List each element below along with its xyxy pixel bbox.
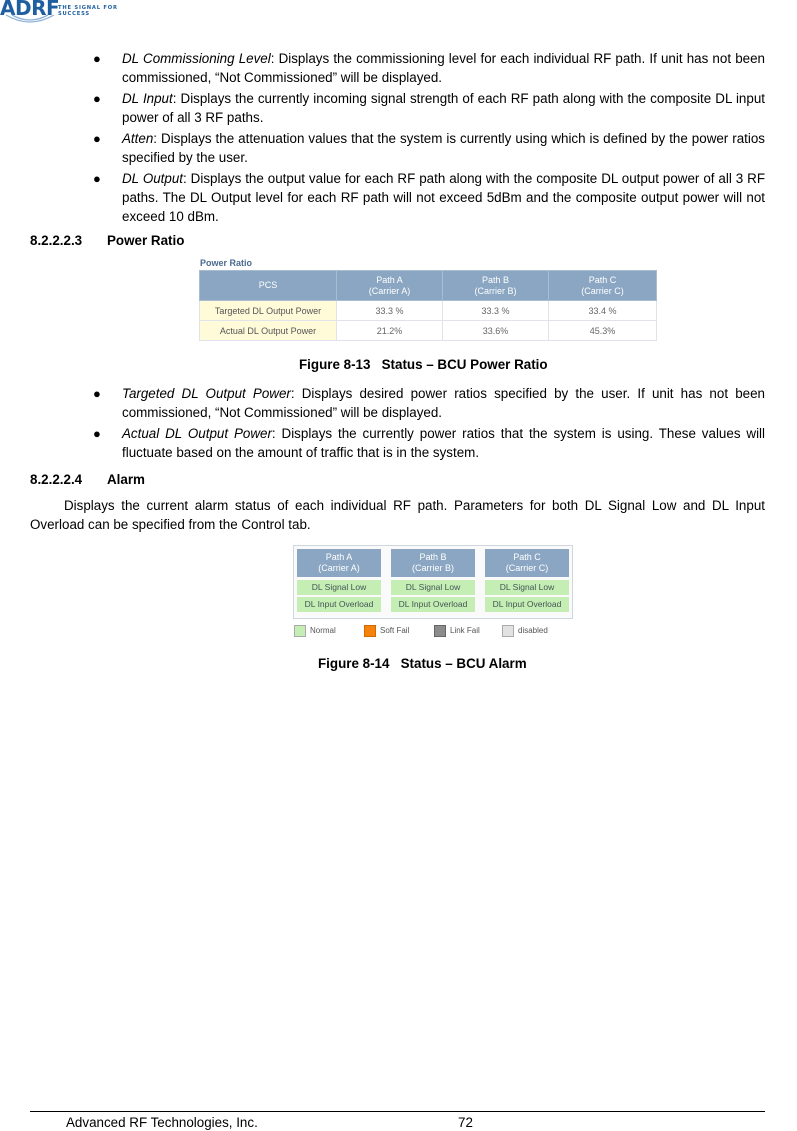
legend-normal: Normal [294, 624, 336, 638]
link-fail-swatch-icon [434, 625, 446, 637]
table-row [200, 301, 657, 321]
alarm-description: Displays the current alarm status of each individual RF path. Parameters for both DL Signal Low and DL Input Overload can be specified from the Control tab. [30, 498, 765, 532]
path-header: Path A (Carrier A) [297, 549, 381, 577]
table-row [200, 321, 657, 341]
path-header: Path C (Carrier C) [485, 549, 569, 577]
table-cell: 33.3 % [337, 301, 443, 321]
power-ratio-widget-title: Power Ratio [200, 258, 253, 268]
alarm-indicator-dl-input-overload: DL Input Overload [485, 597, 569, 612]
field-description-list [95, 49, 765, 228]
ratio-description-list [95, 384, 765, 464]
table-header-path-b: Path B (Carrier B) [443, 271, 549, 301]
list-item: ● Actual DL Output Power: Displays the currently power ratios that the system is using. These values will fluctuate based on the amount of traffic that is in the system. [93, 426, 765, 460]
table-cell: 33.6% [443, 321, 549, 341]
power-ratio-table [199, 270, 657, 341]
alarm-path-c [485, 549, 569, 612]
list-item: ● Targeted DL Output Power: Displays desired power ratios specified by the user. If unit has not been commissioned, “Not Commissioned” will be displayed. [93, 386, 765, 420]
figure-caption-14: Figure 8-14 Status – BCU Alarm [318, 656, 527, 671]
table-header-path-a: Path A (Carrier A) [337, 271, 443, 301]
alarm-status-panel [293, 545, 573, 619]
path-header: Path B (Carrier B) [391, 549, 475, 577]
list-item: ● DL Output: Displays the output value for each RF path along with the composite DL output power of all 3 RF paths. The DL Output level for each RF path will not exceed 5dBm and the composite output power will not exceed 10 dBm. [93, 171, 766, 224]
logo-wordmark: ADRF [0, 0, 60, 20]
soft-fail-swatch-icon [364, 625, 376, 637]
table-cell: 45.3% [549, 321, 657, 341]
page-number: 72 [458, 1115, 473, 1130]
section-heading-power-ratio: 8.2.2.2.3 Power Ratio [30, 233, 185, 248]
row-label: Targeted DL Output Power [200, 301, 337, 321]
table-cell: 33.4 % [549, 301, 657, 321]
alarm-indicator-dl-signal-low: DL Signal Low [485, 580, 569, 595]
alarm-indicator-dl-signal-low: DL Signal Low [391, 580, 475, 595]
legend-soft-fail: Soft Fail [364, 624, 409, 638]
disabled-swatch-icon [502, 625, 514, 637]
figure-caption-13: Figure 8-13 Status – BCU Power Ratio [299, 357, 548, 372]
table-header-path-c: Path C (Carrier C) [549, 271, 657, 301]
list-item: ● DL Commissioning Level: Displays the commissioning level for each individual RF path. If unit has not been commissioned, “Not Commissioned” will be displayed. [93, 51, 765, 85]
footer-divider [30, 1111, 765, 1112]
logo-tagline: THE SIGNAL FOR SUCCESS [58, 5, 118, 17]
table-cell: 21.2% [337, 321, 443, 341]
legend-link-fail: Link Fail [434, 624, 480, 638]
table-header-pcs: PCS [200, 271, 337, 301]
footer-company: Advanced RF Technologies, Inc. [66, 1115, 258, 1130]
alarm-path-b [391, 549, 475, 612]
row-label: Actual DL Output Power [200, 321, 337, 341]
legend-disabled: disabled [502, 624, 548, 638]
alarm-indicator-dl-input-overload: DL Input Overload [391, 597, 475, 612]
section-heading-alarm: 8.2.2.2.4 Alarm [30, 472, 145, 487]
normal-swatch-icon [294, 625, 306, 637]
alarm-indicator-dl-input-overload: DL Input Overload [297, 597, 381, 612]
alarm-path-a [297, 549, 381, 612]
company-logo [0, 0, 150, 28]
list-item: ● DL Input: Displays the currently incoming signal strength of each RF path along with the composite DL input power of all 3 RF paths. [93, 91, 765, 125]
alarm-indicator-dl-signal-low: DL Signal Low [297, 580, 381, 595]
table-cell: 33.3 % [443, 301, 549, 321]
signal-waves-icon [2, 13, 58, 27]
list-item: ● Atten: Displays the attenuation values that the system is currently using which is defined by the power ratios specified by the user. [93, 131, 765, 165]
